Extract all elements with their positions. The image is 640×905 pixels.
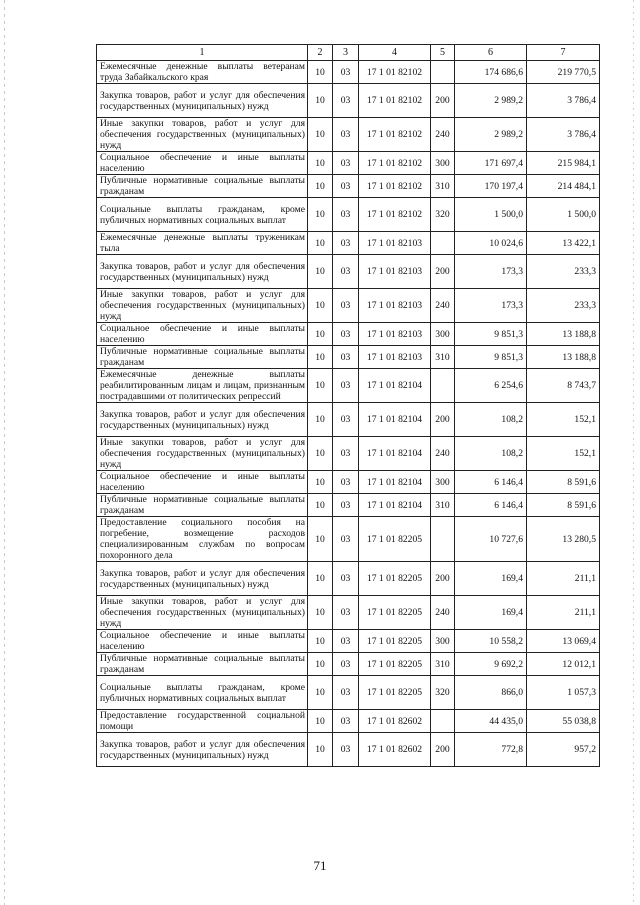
amount-year1-cell: 9 851,3: [455, 346, 527, 369]
subsection-cell: 03: [333, 61, 359, 84]
description-cell: Иные закупки товаров, работ и услуг для обеспечения государственных (муниципальных) нужд: [97, 437, 308, 471]
section-cell: 10: [308, 369, 333, 403]
table-row: [97, 175, 600, 198]
amount-year1-cell: 108,2: [455, 437, 527, 471]
target-article-cell: 17 1 01 82103: [359, 346, 431, 369]
amount-year2-cell: 8 743,7: [527, 369, 600, 403]
section-cell: 10: [308, 152, 333, 175]
expense-type-cell: 240: [431, 437, 455, 471]
expense-type-cell: 300: [431, 630, 455, 653]
expense-type-cell: 300: [431, 323, 455, 346]
target-article-cell: 17 1 01 82103: [359, 289, 431, 323]
expense-type-cell: 300: [431, 152, 455, 175]
expense-type-cell: 320: [431, 198, 455, 232]
expense-type-cell: 320: [431, 676, 455, 710]
amount-year2-cell: 211,1: [527, 562, 600, 596]
subsection-cell: 03: [333, 346, 359, 369]
header-row: [97, 45, 600, 61]
header-cell: 7: [527, 45, 600, 61]
section-cell: 10: [308, 733, 333, 767]
target-article-cell: 17 1 01 82104: [359, 369, 431, 403]
header-cell: 4: [359, 45, 431, 61]
amount-year2-cell: 13 188,8: [527, 346, 600, 369]
expense-type-cell: 200: [431, 255, 455, 289]
section-cell: 10: [308, 232, 333, 255]
target-article-cell: 17 1 01 82205: [359, 517, 431, 562]
amount-year2-cell: 12 012,1: [527, 653, 600, 676]
target-article-cell: 17 1 01 82104: [359, 471, 431, 494]
description-cell: Предоставление социального пособия на погребение, возмещение расходов специализированным службам по вопросам похоронного дела: [97, 517, 308, 562]
table-row: [97, 562, 600, 596]
amount-year1-cell: 10 558,2: [455, 630, 527, 653]
amount-year2-cell: 8 591,6: [527, 494, 600, 517]
description-cell: Иные закупки товаров, работ и услуг для обеспечения государственных (муниципальных) нужд: [97, 118, 308, 152]
description-cell: Социальное обеспечение и иные выплаты населению: [97, 471, 308, 494]
section-cell: 10: [308, 289, 333, 323]
expense-type-cell: [431, 517, 455, 562]
table-row: [97, 346, 600, 369]
target-article-cell: 17 1 01 82102: [359, 61, 431, 84]
expense-type-cell: [431, 232, 455, 255]
target-article-cell: 17 1 01 82102: [359, 84, 431, 118]
target-article-cell: 17 1 01 82102: [359, 175, 431, 198]
target-article-cell: 17 1 01 82104: [359, 403, 431, 437]
table-row: [97, 152, 600, 175]
amount-year2-cell: 211,1: [527, 596, 600, 630]
amount-year1-cell: 772,8: [455, 733, 527, 767]
expense-type-cell: 240: [431, 596, 455, 630]
subsection-cell: 03: [333, 630, 359, 653]
amount-year2-cell: 3 786,4: [527, 118, 600, 152]
description-cell: Закупка товаров, работ и услуг для обеспечения государственных (муниципальных) нужд: [97, 403, 308, 437]
amount-year2-cell: 13 069,4: [527, 630, 600, 653]
amount-year1-cell: 173,3: [455, 255, 527, 289]
expense-type-cell: 200: [431, 84, 455, 118]
table-row: [97, 437, 600, 471]
target-article-cell: 17 1 01 82205: [359, 630, 431, 653]
table-row: [97, 596, 600, 630]
description-cell: Закупка товаров, работ и услуг для обеспечения государственных (муниципальных) нужд: [97, 84, 308, 118]
description-cell: Иные закупки товаров, работ и услуг для обеспечения государственных (муниципальных) нужд: [97, 596, 308, 630]
description-cell: Публичные нормативные социальные выплаты гражданам: [97, 346, 308, 369]
expense-type-cell: 310: [431, 653, 455, 676]
header-cell: 2: [308, 45, 333, 61]
section-cell: 10: [308, 676, 333, 710]
description-cell: Ежемесячные денежные выплаты реабилитированным лицам и лицам, признанным пострадавшими от политических репрессий: [97, 369, 308, 403]
section-cell: 10: [308, 562, 333, 596]
table-row: [97, 676, 600, 710]
header-cell: 5: [431, 45, 455, 61]
target-article-cell: 17 1 01 82205: [359, 653, 431, 676]
section-cell: 10: [308, 596, 333, 630]
amount-year2-cell: 233,3: [527, 255, 600, 289]
amount-year2-cell: 13 188,8: [527, 323, 600, 346]
table-row: [97, 710, 600, 733]
target-article-cell: 17 1 01 82602: [359, 733, 431, 767]
expense-type-cell: 200: [431, 562, 455, 596]
table-row: [97, 289, 600, 323]
header-cell: 6: [455, 45, 527, 61]
expense-type-cell: 310: [431, 494, 455, 517]
description-cell: Закупка товаров, работ и услуг для обеспечения государственных (муниципальных) нужд: [97, 733, 308, 767]
description-cell: Закупка товаров, работ и услуг для обеспечения государственных (муниципальных) нужд: [97, 255, 308, 289]
subsection-cell: 03: [333, 323, 359, 346]
section-cell: 10: [308, 61, 333, 84]
subsection-cell: 03: [333, 289, 359, 323]
description-cell: Социальное обеспечение и иные выплаты населению: [97, 323, 308, 346]
amount-year2-cell: 1 057,3: [527, 676, 600, 710]
budget-table: [96, 44, 600, 767]
description-cell: Предоставление государственной социальной помощи: [97, 710, 308, 733]
subsection-cell: 03: [333, 596, 359, 630]
table-body: [97, 61, 600, 767]
amount-year2-cell: 152,1: [527, 403, 600, 437]
subsection-cell: 03: [333, 369, 359, 403]
amount-year1-cell: 6 146,4: [455, 471, 527, 494]
description-cell: Социальные выплаты гражданам, кроме публичных нормативных социальных выплат: [97, 198, 308, 232]
section-cell: 10: [308, 517, 333, 562]
section-cell: 10: [308, 346, 333, 369]
expense-type-cell: [431, 369, 455, 403]
scan-edge-left: [4, 0, 5, 905]
amount-year1-cell: 9 692,2: [455, 653, 527, 676]
expense-type-cell: 200: [431, 403, 455, 437]
subsection-cell: 03: [333, 710, 359, 733]
description-cell: Социальные выплаты гражданам, кроме публичных нормативных социальных выплат: [97, 676, 308, 710]
description-cell: Социальное обеспечение и иные выплаты населению: [97, 630, 308, 653]
amount-year1-cell: 169,4: [455, 596, 527, 630]
amount-year2-cell: 214 484,1: [527, 175, 600, 198]
table-row: [97, 630, 600, 653]
amount-year1-cell: 10 024,6: [455, 232, 527, 255]
table-row: [97, 653, 600, 676]
amount-year2-cell: 233,3: [527, 289, 600, 323]
description-cell: Публичные нормативные социальные выплаты гражданам: [97, 653, 308, 676]
amount-year2-cell: 13 422,1: [527, 232, 600, 255]
scan-edge-right: [633, 0, 634, 905]
table-row: [97, 471, 600, 494]
table-row: [97, 255, 600, 289]
subsection-cell: 03: [333, 676, 359, 710]
table-row: [97, 232, 600, 255]
amount-year2-cell: 8 591,6: [527, 471, 600, 494]
amount-year2-cell: 152,1: [527, 437, 600, 471]
expense-type-cell: 240: [431, 289, 455, 323]
target-article-cell: 17 1 01 82103: [359, 323, 431, 346]
target-article-cell: 17 1 01 82602: [359, 710, 431, 733]
amount-year2-cell: 3 786,4: [527, 84, 600, 118]
section-cell: 10: [308, 323, 333, 346]
header-cell: 1: [97, 45, 308, 61]
subsection-cell: 03: [333, 437, 359, 471]
target-article-cell: 17 1 01 82103: [359, 232, 431, 255]
table-row: [97, 403, 600, 437]
expense-type-cell: [431, 710, 455, 733]
subsection-cell: 03: [333, 175, 359, 198]
target-article-cell: 17 1 01 82104: [359, 437, 431, 471]
section-cell: 10: [308, 653, 333, 676]
section-cell: 10: [308, 198, 333, 232]
amount-year1-cell: 6 254,6: [455, 369, 527, 403]
amount-year1-cell: 171 697,4: [455, 152, 527, 175]
amount-year1-cell: 9 851,3: [455, 323, 527, 346]
table-row: [97, 84, 600, 118]
amount-year1-cell: 44 435,0: [455, 710, 527, 733]
table-row: [97, 733, 600, 767]
amount-year1-cell: 10 727,6: [455, 517, 527, 562]
target-article-cell: 17 1 01 82205: [359, 562, 431, 596]
target-article-cell: 17 1 01 82205: [359, 596, 431, 630]
amount-year1-cell: 170 197,4: [455, 175, 527, 198]
section-cell: 10: [308, 471, 333, 494]
subsection-cell: 03: [333, 403, 359, 437]
expense-type-cell: [431, 61, 455, 84]
section-cell: 10: [308, 403, 333, 437]
target-article-cell: 17 1 01 82102: [359, 118, 431, 152]
amount-year1-cell: 2 989,2: [455, 118, 527, 152]
expense-type-cell: 310: [431, 346, 455, 369]
page-number: 71: [313, 858, 327, 873]
expense-type-cell: 300: [431, 471, 455, 494]
expense-type-cell: 310: [431, 175, 455, 198]
amount-year2-cell: 957,2: [527, 733, 600, 767]
description-cell: Публичные нормативные социальные выплаты гражданам: [97, 494, 308, 517]
amount-year2-cell: 55 038,8: [527, 710, 600, 733]
amount-year1-cell: 2 989,2: [455, 84, 527, 118]
target-article-cell: 17 1 01 82103: [359, 255, 431, 289]
section-cell: 10: [308, 710, 333, 733]
amount-year1-cell: 174 686,6: [455, 61, 527, 84]
table-row: [97, 494, 600, 517]
header-cell: 3: [333, 45, 359, 61]
amount-year2-cell: 1 500,0: [527, 198, 600, 232]
target-article-cell: 17 1 01 82102: [359, 198, 431, 232]
table-row: [97, 118, 600, 152]
subsection-cell: 03: [333, 118, 359, 152]
subsection-cell: 03: [333, 471, 359, 494]
subsection-cell: 03: [333, 152, 359, 175]
amount-year1-cell: 169,4: [455, 562, 527, 596]
amount-year1-cell: 173,3: [455, 289, 527, 323]
table-row: [97, 323, 600, 346]
description-cell: Публичные нормативные социальные выплаты гражданам: [97, 175, 308, 198]
section-cell: 10: [308, 175, 333, 198]
target-article-cell: 17 1 01 82104: [359, 494, 431, 517]
section-cell: 10: [308, 255, 333, 289]
subsection-cell: 03: [333, 562, 359, 596]
expense-type-cell: 200: [431, 733, 455, 767]
amount-year1-cell: 6 146,4: [455, 494, 527, 517]
subsection-cell: 03: [333, 84, 359, 118]
section-cell: 10: [308, 84, 333, 118]
subsection-cell: 03: [333, 733, 359, 767]
subsection-cell: 03: [333, 198, 359, 232]
section-cell: 10: [308, 118, 333, 152]
amount-year1-cell: 108,2: [455, 403, 527, 437]
table-row: [97, 369, 600, 403]
subsection-cell: 03: [333, 517, 359, 562]
section-cell: 10: [308, 494, 333, 517]
section-cell: 10: [308, 630, 333, 653]
table-row: [97, 517, 600, 562]
amount-year1-cell: 1 500,0: [455, 198, 527, 232]
amount-year1-cell: 866,0: [455, 676, 527, 710]
amount-year2-cell: 215 984,1: [527, 152, 600, 175]
subsection-cell: 03: [333, 653, 359, 676]
amount-year2-cell: 219 770,5: [527, 61, 600, 84]
section-cell: 10: [308, 437, 333, 471]
subsection-cell: 03: [333, 255, 359, 289]
description-cell: Социальное обеспечение и иные выплаты населению: [97, 152, 308, 175]
description-cell: Закупка товаров, работ и услуг для обеспечения государственных (муниципальных) нужд: [97, 562, 308, 596]
description-cell: Ежемесячные денежные выплаты труженикам тыла: [97, 232, 308, 255]
description-cell: Ежемесячные денежные выплаты ветеранам труда Забайкальского края: [97, 61, 308, 84]
subsection-cell: 03: [333, 494, 359, 517]
subsection-cell: 03: [333, 232, 359, 255]
table-row: [97, 61, 600, 84]
expense-type-cell: 240: [431, 118, 455, 152]
table-row: [97, 198, 600, 232]
target-article-cell: 17 1 01 82102: [359, 152, 431, 175]
amount-year2-cell: 13 280,5: [527, 517, 600, 562]
target-article-cell: 17 1 01 82205: [359, 676, 431, 710]
description-cell: Иные закупки товаров, работ и услуг для обеспечения государственных (муниципальных) нужд: [97, 289, 308, 323]
